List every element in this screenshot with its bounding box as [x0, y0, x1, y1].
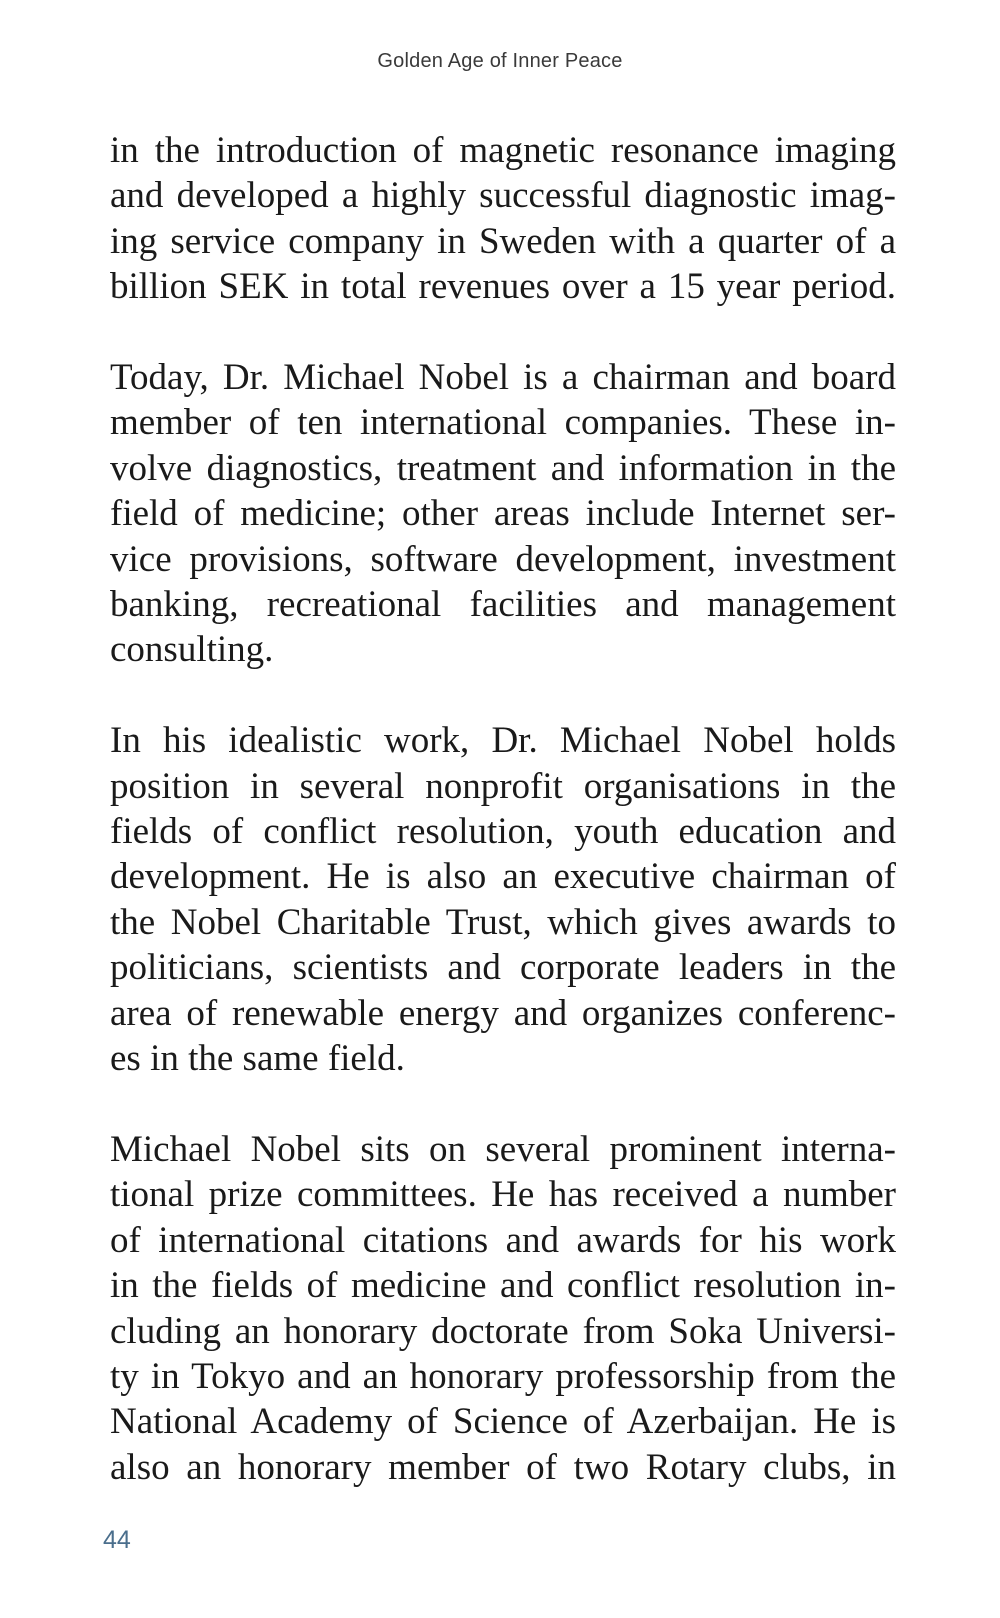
text-line: development. He is also an executive chairman of: [110, 856, 896, 898]
paragraph-1: [110, 128, 896, 310]
text-line: the Nobel Charitable Trust, which gives awards to: [110, 901, 896, 943]
text-line: cluding an honorary doctorate from Soka Universi-: [110, 1310, 896, 1352]
text-line: of international citations and awards for his work: [110, 1219, 896, 1261]
text-line: ty in Tokyo and an honorary professorship from the: [110, 1355, 896, 1397]
text-line: banking, recreational facilities and management: [110, 584, 896, 626]
paragraph-3: [110, 718, 896, 1081]
text-line: tional prize committees. He has received a number: [110, 1174, 896, 1216]
text-line: In his idealistic work, Dr. Michael Nobel holds: [110, 720, 896, 762]
text-line: Today, Dr. Michael Nobel is a chairman and board: [110, 357, 896, 399]
running-header: Golden Age of Inner Peace: [377, 50, 623, 72]
text-line: consulting.: [110, 629, 274, 671]
paragraph-4: [110, 1127, 896, 1490]
text-line: ing service company in Sweden with a quarter of a: [110, 220, 896, 262]
text-line: field of medicine; other areas include Internet ser-: [110, 493, 896, 535]
text-line: member of ten international companies. These in-: [110, 402, 896, 444]
text-line: position in several nonprofit organisations in the: [110, 765, 896, 807]
paragraph-2: [110, 355, 896, 673]
text-line: fields of conflict resolution, youth education and: [110, 811, 896, 853]
text-line: volve diagnostics, treatment and information in the: [110, 447, 896, 489]
text-line: in the fields of medicine and conflict resolution in-: [110, 1265, 896, 1307]
text-line: vice provisions, software development, investment: [110, 538, 896, 580]
body-text: [110, 128, 896, 1536]
text-line: area of renewable energy and organizes conferenc-: [110, 992, 896, 1034]
text-line: also an honorary member of two Rotary clubs, in: [110, 1446, 896, 1488]
text-line: billion SEK in total revenues over a 15 year period.: [110, 266, 896, 308]
text-line: and developed a highly successful diagnostic imag-: [110, 175, 896, 217]
text-line: politicians, scientists and corporate leaders in the: [110, 947, 896, 989]
page-number: 44: [103, 1526, 131, 1554]
text-line: National Academy of Science of Azerbaijan. He is: [110, 1401, 896, 1443]
text-line: in the introduction of magnetic resonance imaging: [110, 130, 896, 171]
text-line: es in the same field.: [110, 1038, 405, 1080]
text-line: Michael Nobel sits on several prominent interna-: [110, 1128, 896, 1170]
